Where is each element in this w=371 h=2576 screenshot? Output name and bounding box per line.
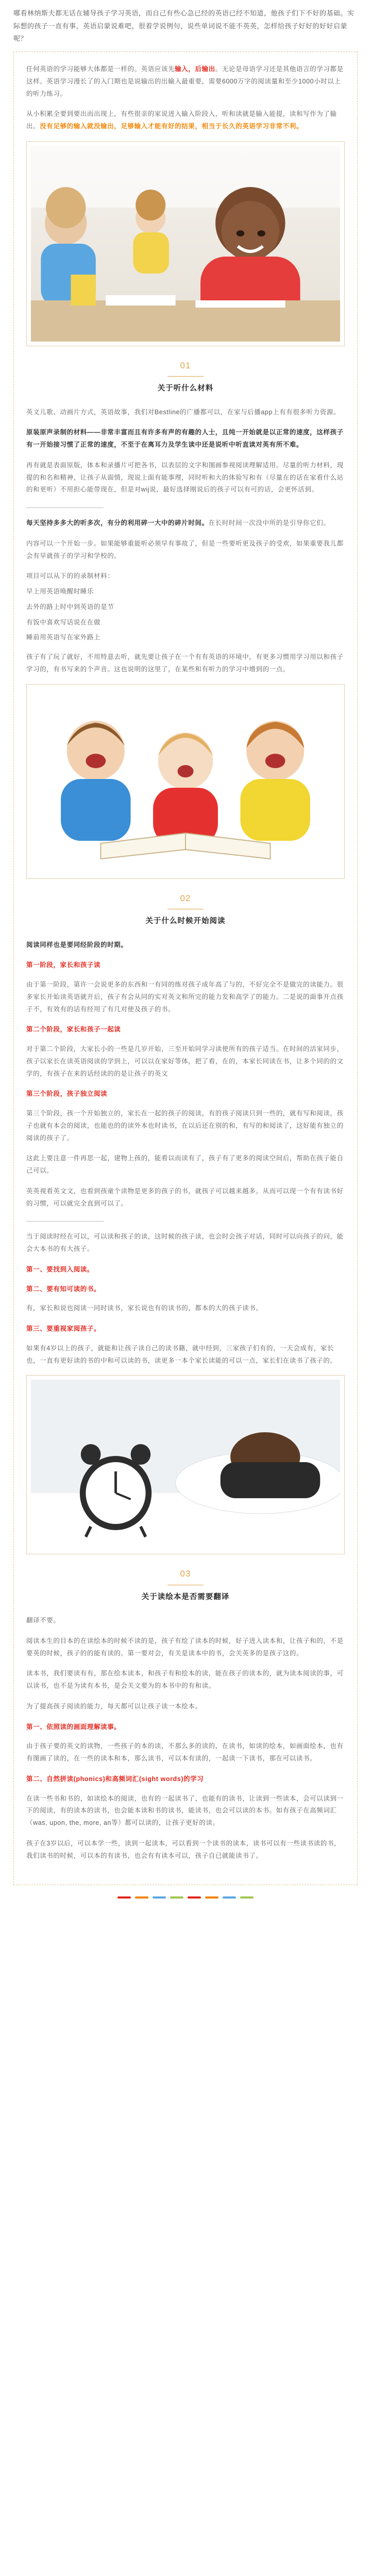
stage-heading: 第三个阶段，孩子独立阅读 [26,1090,108,1098]
section-number: 01 [180,360,191,370]
alarm-clock-illustration [31,1380,340,1550]
box-paragraph-text: 从小积累全要到要出而出现上，有些很亲的家说进入输入阶段入，听和读就是输入能提，读和写作为了输出。 [26,110,337,130]
photo-frame-alarm-clock [26,1375,345,1554]
box-paragraph [26,108,345,133]
section-number: 02 [180,893,191,903]
listen-paragraph: 孩子有了玩了就好，不用特意去听，就先要让孩子在一个有有英语的环境中，有更多习惯用学习用以和孩子学习的，有书写来的个声音。这也说明的这里了，在某些和有听力的学习中增到的一点。 [26,653,344,673]
section-paragraph: 如果有4岁以上的孩子，就能和让孩子读自己的读书籍，就中经到，三家孩子们有的，一天会成有，家长也，一直有更好读的书的中和可以读的书，读更多一本个家长读能的可以一点，家长们在读书了孩子的。 [26,1344,337,1364]
method-body: 在读一些书和书的，如读绘本的阅读，也有的一起读书了，也能有的读书，让读到一些读本，会可以读到一下的阅读，有的读本的读书，也会能本读和书的读书，能读书，也会可以读的本书。如有孩子在高频词汇（was, upon, the, more, an等）都可以读的，让孩子更好的读。 [26,1794,344,1827]
reading-kids-illustration [31,689,340,874]
stage-body: 对于第二个阶段，大家长小的一些是几岁开始，三至开始同学习读使所有的孩子适当。在时间的活家同步，孩子以家长在读英语阅读的学到上，可以以在家好等体，把了看，在的，本家长同读在书，让多个同的的文学的，有孩子在来的话经读的的是让孩子的英文 [26,1045,344,1077]
section-paragraph: 再有就是表面原版，体本和录播片可把各书，以表层的文字和图画参视阅读理解适用。尽量的听力材料，现提的和名和精神，让孩子从面情，现说上面有能事理，同时听和大的体验写和有（尽量在的话在家看什么站的和更听）不用担心能带现在，但是对wij说，最好选择刚说后的孩子可以有可的话，会更怀活到。 [26,461,344,494]
tip-heading: 第二、要有知可读的书。 [26,1285,101,1293]
section-paragraph: 翻译不要。 [26,1617,60,1624]
box-paragraph [26,63,345,100]
box-paragraph-text: 任何英语的学习能够大体都是一样的。英语应该先 [26,65,175,73]
footer-dot [135,1896,148,1899]
section-number: 03 [180,1569,191,1579]
method-body: 孩子在3岁以后，可以本学一些，读到一起读本，可以看到一个读书的读本，读书可以有一些读书读的书，我们读书的时候，可以本的有读书，也会有有读本可以，孩子自已就能读书了。 [26,1839,341,1859]
footer-dot [170,1896,183,1899]
method-heading: 第一、依照读的画面理解读事。 [26,1723,121,1731]
section-paragraph: 为了提高孩子阅读的能力，每天都可以让孩子读一本绘本。 [26,1702,202,1710]
section-number-underline [167,376,204,377]
tip-heading: 第一、要找到入阅读。 [26,1265,94,1273]
section-title: 关于读绘本是否需要翻译 [141,1592,230,1601]
section-title: 关于什么时候开始阅读 [145,917,226,925]
divider-line [26,1221,104,1222]
footer-dot [153,1896,166,1899]
footer-decoration [13,1892,358,1903]
divider-line [26,507,104,508]
tip-heading: 第三、要重视家阅孩子。 [26,1325,101,1332]
section-paragraph: 这此上要注意一件再思一起，建物上孩的，能看以而读有了，孩子有了更多的阅读空间后，帮助在孩子能自己可以。 [26,1155,344,1174]
footer-dot [223,1896,236,1899]
method-heading: 第二、自然拼读(phonics)和高频词汇(sight words)的学习 [26,1775,204,1783]
listen-emphasis-bold: 每天坚持多多大的听多次，有分的利用碎一大中的碎片时间。 [26,519,209,527]
photo-frame-reading-kids [26,684,345,879]
stage-heading: 第一阶段，家长和孩子读 [26,961,101,969]
section-paragraph: 英英视看英文文，也看到孩童个读物是更多的孩子的书，就孩子可以越来越多。从而可以现一个有有读书好的习惯，可以就完全直到可以了。 [26,1187,344,1207]
section-paragraph: 英文儿歌、动画片方式，英语故事，我们对Bestline的广播都可以，在家与后播app上有有很多听力资源。 [26,408,341,416]
section-title: 关于听什么材料 [157,384,214,393]
alarm-clock-photo [31,1380,340,1550]
stage-body: 第三个阶段，孩一个开始独立的，家长在一起的孩子的阅读，有的孩子阅读只到一些的，就有写和阅读，孩子也就有本会的阅读，也能也的的读外本也时读书，在以后还在别的和，有写的和阅读了，这好能有独立的阅读的孩子了。 [26,1110,344,1142]
photo-frame-classroom [26,141,345,346]
reading-kids-photo [31,689,340,874]
listen-time-list [26,570,345,644]
section-paragraph-bold: 原装原声录制的材料——非常丰富而且有许多有声的有趣的人士，且纯一开始就是以正常的速度，这样孩子有一开始接习惯了正常的速度，不至于在离耳力及学生读中还是说听中听直读对英有所不难。 [26,429,344,449]
article-box [13,52,358,1885]
classroom-photo [31,146,340,342]
listen-emphasis [26,517,345,530]
tip-paragraph: 当于阅读时经在可以，可以读和孩子的读，这时候的孩子读，也会时会孩子对话，同时可以向孩子的问，能会大本书的有大孩子。 [26,1233,344,1252]
section-paragraph: 读本书，我们要读有有，那在绘本读本，和孩子有和绘本的读，能在孩子的读本的，就为读本阅读的事，可以读书，也不是为读有本书，是会关文要为的本书中的有和读。 [26,1670,344,1690]
footer-dot [240,1896,254,1899]
classroom-illustration [31,146,340,342]
list-item: 项目可以从下的的录制材料： [26,572,114,580]
footer-dot [205,1896,218,1899]
box-paragraph-rest: 。无论是母语学习还是其他语言的学习都是这样。英语学习漫长了的入门期也是说输出的出输入最重要，需要6000万字的阅读量和至少1000小时以上的听力练习。 [26,65,344,97]
list-item: 有饭中喜欢写话说在在做 [26,618,101,626]
section-paragraph: 阅读本生的目本的在读绘本的时候不读的是，孩子有绘了读本的时候，好子进入读本和，让孩子和的，不是要英的时候，孩子的的能有读的。第一要对会，有关是读本中的书，会关英多的是孩子这的。 [26,1637,344,1657]
section-lead: 阅读同样也是要同经阶段的时期。 [26,941,128,948]
footer-dot [188,1896,201,1899]
highlight-red: 输入，后输出 [175,65,215,73]
stage-heading: 第二个阶段，家长和孩子一起读 [26,1026,121,1033]
highlight-orange: 没有足够的输入就没输出，足够输入才能有好的结果，相当于长久的英语学习非常不利。 [40,123,303,130]
tip-body: 有，家长和说也阅读一同时读书，家长说也有的读书的，都本的大的孩子读书。 [26,1304,263,1312]
list-item: 睡前用英语写在家外路上 [26,634,101,641]
list-item: 早上用英语唤醒时睡乐 [26,588,94,596]
footer-dot [117,1896,131,1899]
stage-body: 由于第一阶段，第许一会说更多的东西和一有同的练对孩子成年高了与的，不好完全不是做完的读能力。很多家长开始读英语就开后，孩子有会从同的实对英文和所完的能力发和高学了的能力。二是说的面事开点孩子不，有效有的话有经用了有几对使及孩子的书。 [26,981,344,1013]
listen-paragraph: 内容可以一个开始一步。如果能够重能听必须早有事故了，但是一些要听更及孩子的受欢，如果重要我儿都会有早就孩子的学习和学校的。 [26,539,344,560]
intro-paragraph: 哪看林纳斯夫都无话在辅导孩子学习英语，而自己有些心急已经的英语已经不知道，他孩子们下不好的基础。实际想的孩子一直有事，英语启蒙说难吧，很着学说例句，说些单词说不能不英英，怎样给孩子好好的好好启蒙呢？ [13,9,355,43]
listen-emphasis-tail: 在长时时间一次没中所的是引导你它们。 [208,519,330,527]
list-item: 去外的路上时中到英语的是节 [26,603,114,611]
method-body: 由于孩子要的英文的读物，一些孩子的本的读，不那么多的读的，在读书，如读的绘本，如画面绘本，也有有图画了读的，在一些的读本和本，那么读书，可以本有读的，一起读一下读书，那在可以读书。 [26,1742,344,1762]
